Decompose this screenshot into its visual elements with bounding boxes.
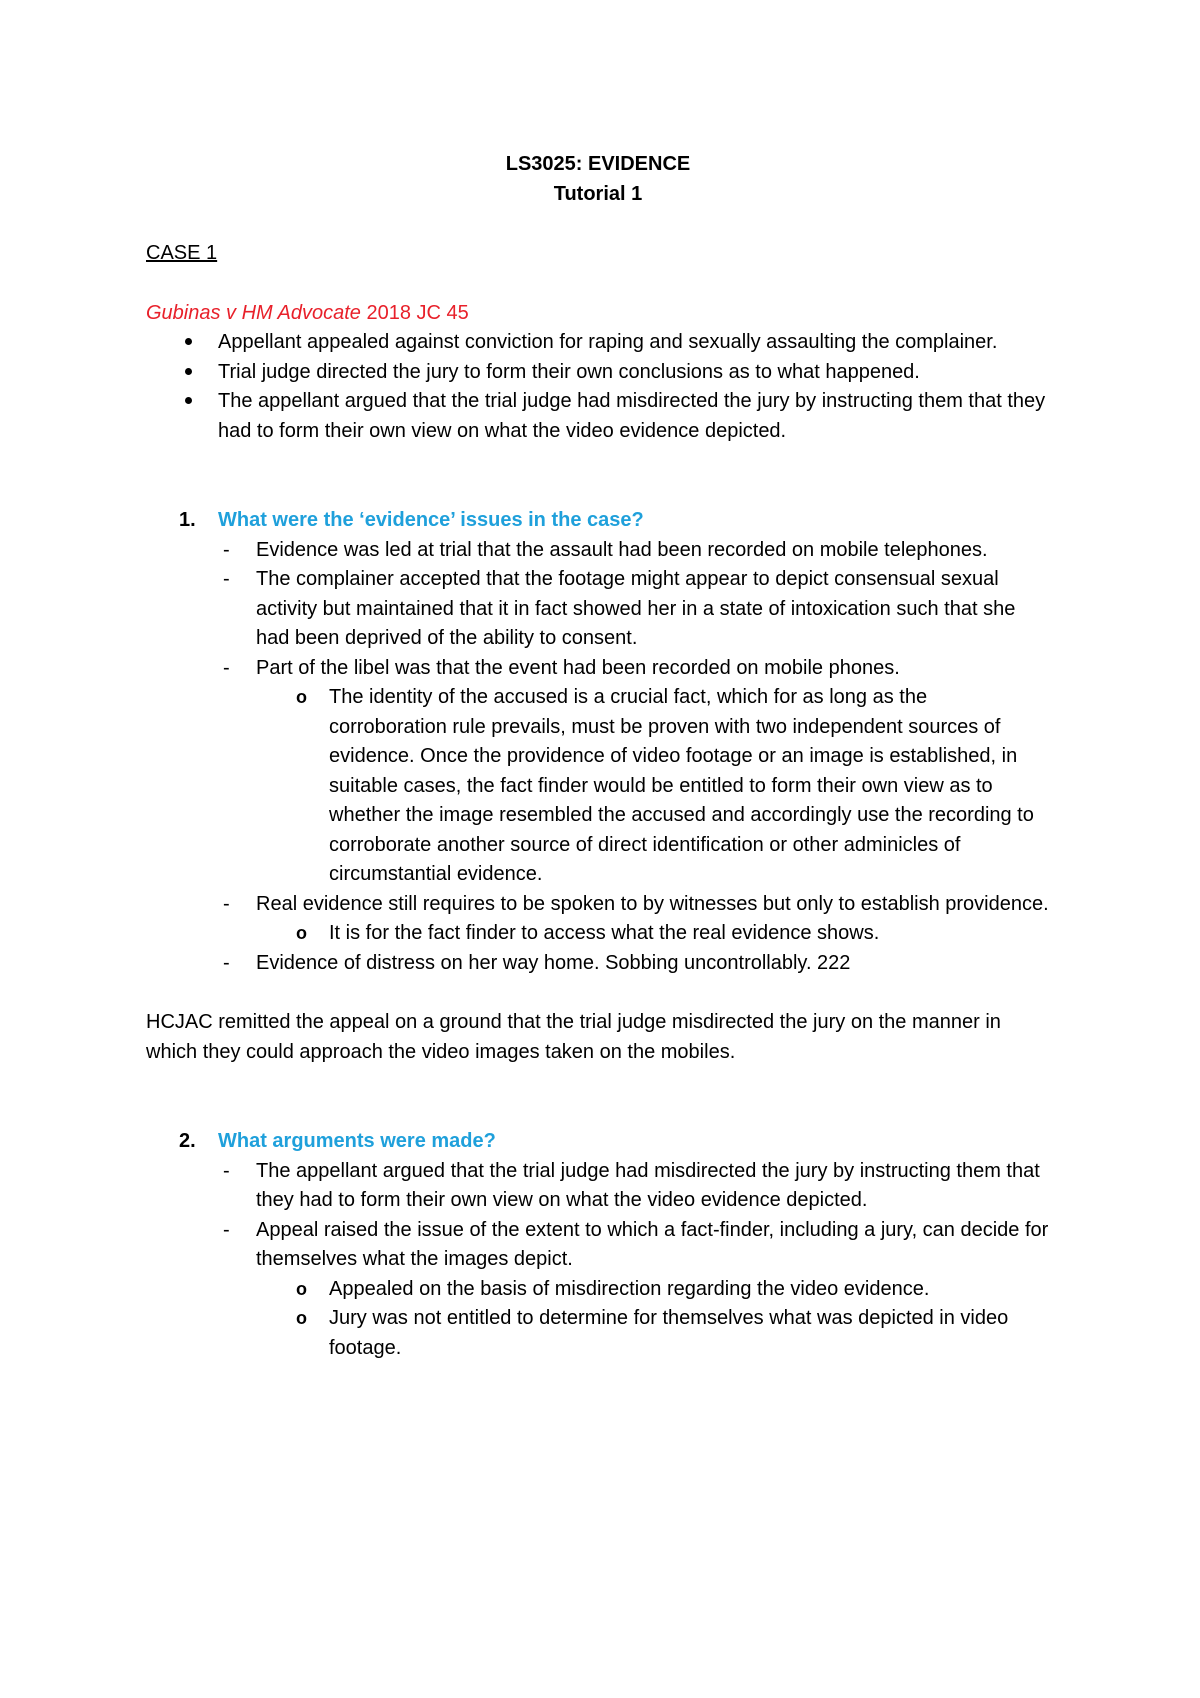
- circle-marker: o: [296, 1308, 307, 1328]
- sub-answer-text: Jury was not entitled to determine for themselves what was depicted in video footage.: [329, 1307, 1009, 1359]
- circle-marker: o: [296, 923, 307, 943]
- dash-marker: -: [223, 892, 230, 915]
- case-title: [146, 299, 1050, 329]
- document-title: LS3025: EVIDENCE: [505, 153, 691, 175]
- answer-text: Evidence of distress on her way home. Sobbing uncontrollably. 222: [256, 951, 851, 974]
- dash-marker: -: [223, 1159, 230, 1182]
- answer-item: [223, 654, 1050, 890]
- question-1-heading: [146, 506, 1050, 536]
- case-fact-item: Appellant appealed against conviction for raping and sexually assaulting the complainer.: [218, 328, 1050, 358]
- sub-answer-list: [256, 919, 1050, 949]
- question-number: 1.: [179, 509, 196, 531]
- question-number: 2.: [179, 1130, 196, 1152]
- question-2-answers: [146, 1157, 1050, 1364]
- circle-marker: o: [296, 1278, 307, 1299]
- sub-answer-text: It is for the fact finder to access what the real evidence shows.: [329, 922, 880, 944]
- question-text: What arguments were made?: [218, 1130, 496, 1152]
- sub-answer-item: [296, 1275, 1050, 1305]
- answer-item: [223, 1216, 1050, 1364]
- sub-answer-item: [296, 1304, 1050, 1363]
- dash-marker: -: [223, 568, 230, 590]
- case-fact-item: The appellant argued that the trial judge had misdirected the jury by instructing them that they had to form their own view on what the video evidence depicted.: [218, 387, 1050, 446]
- dash-marker: -: [223, 538, 230, 561]
- question-1-answers: [146, 536, 1050, 979]
- case-heading: CASE 1: [146, 242, 218, 264]
- sub-answer-item: [296, 683, 1050, 890]
- answer-text: The appellant argued that the trial judge had misdirected the jury by instructing them that they had to form their own view on what the video evidence depicted.: [256, 1159, 1040, 1211]
- answer-item: [223, 890, 1050, 949]
- sub-answer-text: Appealed on the basis of misdirection regarding the video evidence.: [329, 1277, 930, 1300]
- sub-answer-list: [256, 683, 1050, 890]
- document-subtitle: Tutorial 1: [553, 182, 643, 205]
- answer-text: Evidence was led at trial that the assault had been recorded on mobile telephones.: [256, 538, 988, 561]
- answer-text: Real evidence still requires to be spoken to by witnesses but only to establish providence.: [256, 892, 1049, 915]
- sub-answer-item: [296, 919, 1050, 949]
- answer-item: [223, 949, 1050, 979]
- answer-text: Appeal raised the issue of the extent to which a fact-finder, including a jury, can decide for themselves what the images depict.: [256, 1218, 1049, 1270]
- outcome-paragraph: HCJAC remitted the appeal on a ground that the trial judge misdirected the jury on the manner in which they could approach the video images taken on the mobiles.: [146, 1011, 1001, 1063]
- sub-answer-list: [256, 1275, 1050, 1364]
- answer-item: [223, 565, 1050, 654]
- sub-answer-text: The identity of the accused is a crucial fact, which for as long as the corroboration rule prevails, must be proven with two independent sources of evidence. Once the providence of video footage or an image is established, in suitable cases, the fact finder would be entitled to form their own view as to whether the image resembled the accused and accordingly use the recording to corroborate another source of direct identification or other adminicles of circumstantial evidence.: [329, 686, 1034, 885]
- answer-item: [223, 1157, 1050, 1216]
- dash-marker: -: [223, 951, 230, 974]
- question-2-heading: [146, 1127, 1050, 1157]
- answer-text: Part of the libel was that the event had been recorded on mobile phones.: [256, 656, 900, 679]
- dash-marker: -: [223, 656, 230, 679]
- case-name: Gubinas v HM Advocate: [146, 301, 361, 324]
- case-citation: 2018 JC 45: [360, 301, 469, 324]
- question-text: What were the ‘evidence’ issues in the case?: [218, 509, 644, 531]
- circle-marker: o: [296, 687, 307, 707]
- dash-marker: -: [223, 1218, 230, 1241]
- answer-text: The complainer accepted that the footage might appear to depict consensual sexual activity but maintained that it in fact showed her in a state of intoxication such that she had been deprived of the ability to consent.: [256, 568, 1016, 649]
- case-facts-list: [146, 328, 1050, 446]
- answer-item: [223, 536, 1050, 566]
- case-fact-item: Trial judge directed the jury to form their own conclusions as to what happened.: [218, 358, 1050, 388]
